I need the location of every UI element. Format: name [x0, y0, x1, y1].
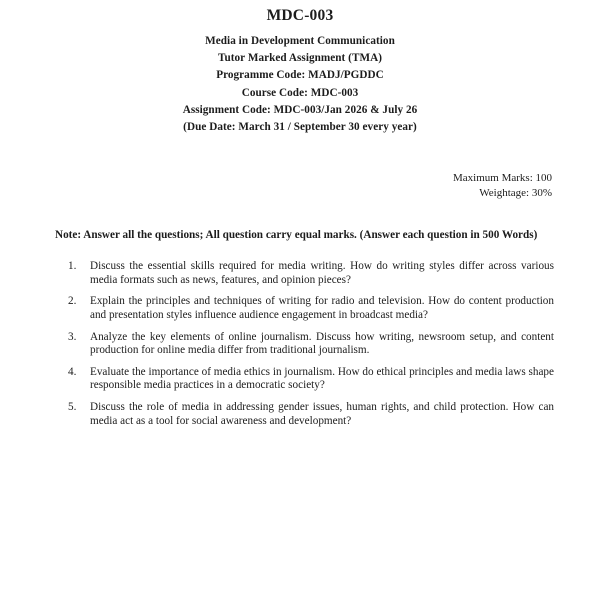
list-item: [68, 366, 554, 393]
weightage-label: Weightage: 30%: [479, 187, 552, 200]
header-line-course-name: Media in Development Communication: [205, 35, 395, 48]
header-line-assignment-type: Tutor Marked Assignment (TMA): [218, 52, 382, 65]
header-line-programme-code: Programme Code: MADJ/PGDDC: [216, 69, 384, 82]
question-number: 4.: [68, 365, 77, 378]
question-text: Analyze the key elements of online journalism. Discuss how writing, newsroom setup, and content production for online media differ from traditional journalism.: [90, 330, 554, 357]
questions-list: [0, 260, 600, 428]
question-number: 3.: [68, 330, 77, 343]
question-number: 5.: [68, 401, 77, 414]
question-text: Discuss the role of media in addressing gender issues, human rights, and child protection. How can media act as a tool for social awareness and development?: [90, 401, 554, 427]
header-line-course-code: Course Code: MDC-003: [241, 86, 359, 99]
note-block: [0, 228, 600, 243]
question-text: Discuss the essential skills required for media writing. How do writing styles differ across various media formats such as news, features, and opinion pieces?: [90, 260, 554, 286]
list-item: [68, 331, 554, 358]
marks-block: [0, 171, 600, 201]
question-number: 2.: [68, 295, 77, 308]
list-item: [68, 260, 554, 287]
list-item: [68, 295, 554, 322]
header-info-block: [0, 33, 600, 136]
question-text: Explain the principles and techniques of writing for radio and television. How do content production and presentation styles influence audience engagement in broadcast media?: [90, 295, 554, 322]
page-title: MDC-003: [266, 7, 334, 24]
question-number: 1.: [68, 260, 77, 273]
note-text: Note: Answer all the questions; All question carry equal marks. (Answer each question in 500 Words): [55, 229, 538, 242]
header-line-assignment-code: Assignment Code: MDC-003/Jan 2026 & July 26: [182, 103, 418, 116]
question-text: Evaluate the importance of media ethics in journalism. How do ethical principles and media laws shape responsible media practices in a democratic society?: [90, 365, 554, 392]
header-line-due-date: (Due Date: March 31 / September 30 every year): [183, 121, 417, 134]
list-item: [68, 401, 554, 428]
maximum-marks-label: Maximum Marks: 100: [453, 172, 552, 185]
